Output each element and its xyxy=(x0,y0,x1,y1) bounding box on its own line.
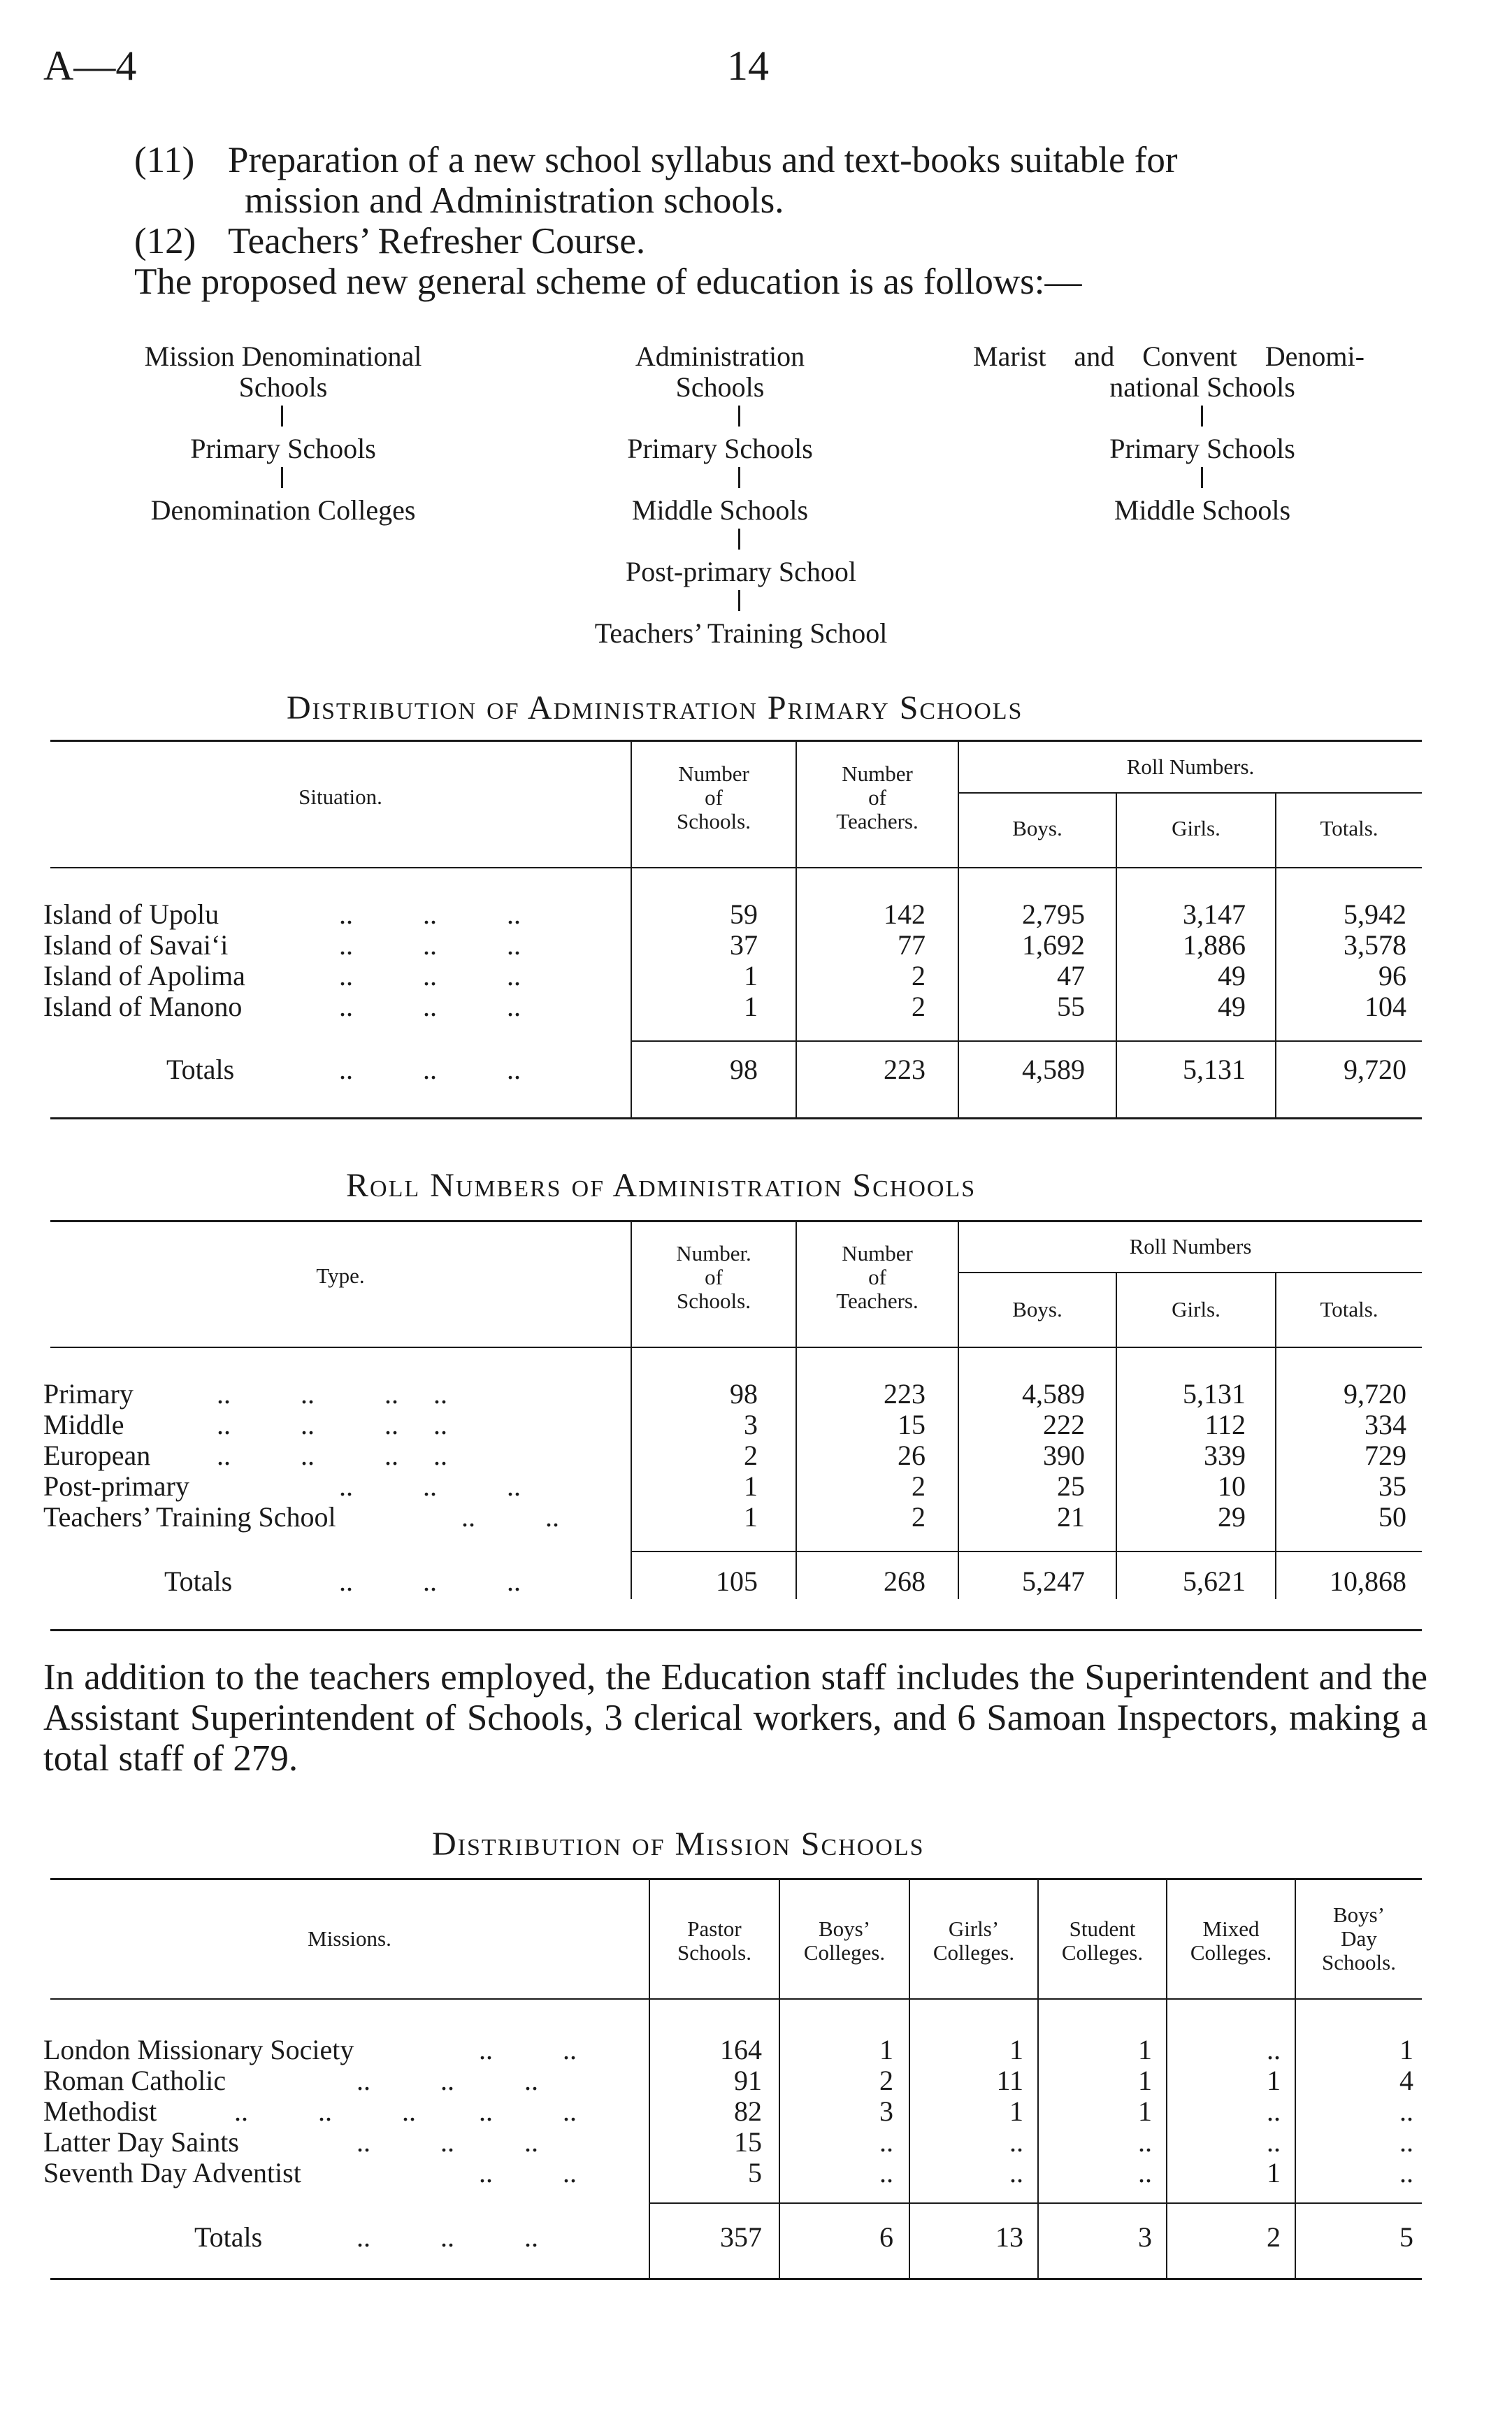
table-label: .. .. .. xyxy=(339,929,521,961)
table-cell: 47 xyxy=(1057,960,1085,991)
table-cell: 3 xyxy=(1138,2221,1152,2253)
table-cell: 15 xyxy=(734,2126,762,2158)
table-rule xyxy=(50,1998,1422,2000)
table1-title: Distribution of Administration Primary Schools xyxy=(287,689,1023,726)
table-label: Totals xyxy=(166,1054,235,1085)
table1-col-schools: Number of Schools. xyxy=(677,761,751,833)
table2-col-type: Type. xyxy=(316,1263,365,1288)
table-cell: 334 xyxy=(1365,1409,1406,1440)
table-cell: 77 xyxy=(898,929,926,961)
table-cell: 2 xyxy=(912,960,926,991)
table-label: .. .. .. xyxy=(339,991,521,1022)
table3-col-girls-colleges: Girls’ Colleges. xyxy=(933,1916,1015,1965)
table-cell: .. xyxy=(1138,2157,1152,2188)
item-11-line1: Preparation of a new school syllabus and text-books suitable for xyxy=(228,140,1178,180)
table-cell: 1 xyxy=(879,2034,893,2065)
table-label: Teachers’ Training School xyxy=(43,1501,336,1533)
table-cell: 98 xyxy=(730,1054,758,1085)
table-cell: 96 xyxy=(1378,960,1406,991)
table-cell: 91 xyxy=(734,2065,762,2096)
table3-col-missions: Missions. xyxy=(308,1926,391,1951)
scheme-mission-colleges: Denomination Colleges xyxy=(150,494,416,526)
table-label: Island of Apolima xyxy=(43,960,245,991)
table-cell: 2 xyxy=(912,1501,926,1533)
table-cell: 4 xyxy=(1399,2065,1413,2096)
table-cell: 1 xyxy=(1138,2034,1152,2065)
table-cell: 55 xyxy=(1057,991,1085,1022)
table-label: .. .. xyxy=(479,2157,577,2188)
table-cell: 5,131 xyxy=(1183,1378,1246,1410)
table-cell: 59 xyxy=(730,898,758,930)
table-cell: 5,131 xyxy=(1183,1054,1246,1085)
table-cell: 3 xyxy=(879,2095,893,2127)
table-cell: 1 xyxy=(1009,2034,1023,2065)
table-cell: 10,868 xyxy=(1330,1565,1406,1597)
table-label: London Missionary Society xyxy=(43,2034,354,2065)
scheme-intro: The proposed new general scheme of education is as follows:— xyxy=(134,261,1082,302)
table-cell: 49 xyxy=(1218,960,1246,991)
table-label: .. xyxy=(433,1409,447,1440)
table-rule xyxy=(631,1040,1422,1042)
table-rule xyxy=(959,1272,1422,1273)
table-cell: 29 xyxy=(1218,1501,1246,1533)
scheme-connector xyxy=(281,467,283,488)
table-cell: .. xyxy=(1399,2157,1413,2188)
table-cell: 390 xyxy=(1043,1440,1085,1471)
table-cell: 1,692 xyxy=(1022,929,1085,961)
table-cell: 1 xyxy=(744,1501,758,1533)
table-label: Middle xyxy=(43,1409,124,1440)
table-cell: 357 xyxy=(720,2221,762,2253)
table-cell: 4,589 xyxy=(1022,1054,1085,1085)
table3-col-boys-day-schools: Boys’ Day Schools. xyxy=(1322,1902,1396,1975)
table-cell: 25 xyxy=(1057,1470,1085,1502)
table-cell: 2 xyxy=(879,2065,893,2096)
table-rule xyxy=(50,740,1422,742)
scheme-marist-title-1: Marist and Convent Denomi- xyxy=(973,341,1365,372)
item-12-number: (12) xyxy=(134,221,196,261)
table-rule xyxy=(50,1347,1422,1348)
table-label: .. .. .. xyxy=(339,898,521,930)
table-label: Methodist xyxy=(43,2095,157,2127)
table-cell: 15 xyxy=(898,1409,926,1440)
table-cell: 49 xyxy=(1218,991,1246,1022)
table-cell: 222 xyxy=(1043,1409,1085,1440)
table2-col-totals: Totals. xyxy=(1320,1297,1378,1321)
table-label: .. .. .. xyxy=(217,1378,398,1410)
table-label: .. .. .. xyxy=(217,1440,398,1471)
table-label: Primary xyxy=(43,1378,134,1410)
table-cell: 142 xyxy=(884,898,926,930)
table-cell: .. xyxy=(1138,2126,1152,2158)
table-cell: 2 xyxy=(912,991,926,1022)
table-rule xyxy=(50,1629,1422,1631)
table-label: Island of Manono xyxy=(43,991,243,1022)
scheme-mission-title-1: Mission Denominational xyxy=(144,341,422,372)
table-cell: 10 xyxy=(1218,1470,1246,1502)
table-cell: .. xyxy=(1267,2126,1281,2158)
table-label: .. .. .. xyxy=(357,2065,538,2096)
table-cell: 112 xyxy=(1204,1409,1246,1440)
table-cell: 1 xyxy=(1399,2034,1413,2065)
table-cell: 1 xyxy=(1138,2095,1152,2127)
table1-col-roll-numbers: Roll Numbers. xyxy=(1126,754,1255,779)
table-cell: 4,589 xyxy=(1022,1378,1085,1410)
table-label: Latter Day Saints xyxy=(43,2126,239,2158)
table-cell: .. xyxy=(879,2126,893,2158)
table-cell: 26 xyxy=(898,1440,926,1471)
item-12-line1: Teachers’ Refresher Course. xyxy=(228,221,646,261)
table-cell: 50 xyxy=(1378,1501,1406,1533)
table1-col-totals: Totals. xyxy=(1320,816,1378,840)
table-cell: 9,720 xyxy=(1344,1378,1406,1410)
scheme-connector xyxy=(738,406,740,427)
table-cell: 6 xyxy=(879,2221,893,2253)
table-cell: 3,578 xyxy=(1344,929,1406,961)
table-label: European xyxy=(43,1440,151,1471)
scheme-connector xyxy=(738,590,740,611)
table-label: .. .. .. xyxy=(357,2221,538,2253)
table-cell: 35 xyxy=(1378,1470,1406,1502)
table2-col-girls: Girls. xyxy=(1172,1297,1221,1321)
table-cell: 21 xyxy=(1057,1501,1085,1533)
table-cell: 98 xyxy=(730,1378,758,1410)
table-label: .. xyxy=(433,1440,447,1471)
table-cell: .. xyxy=(1267,2095,1281,2127)
scheme-admin-postprimary: Post-primary School xyxy=(626,556,856,587)
scheme-connector xyxy=(281,406,283,427)
table-label: .. .. xyxy=(479,2095,577,2127)
table1-col-girls: Girls. xyxy=(1172,816,1221,840)
table-cell: 1 xyxy=(1267,2157,1281,2188)
scheme-marist-title-2: national Schools xyxy=(1109,371,1295,403)
table-cell: 1,886 xyxy=(1183,929,1246,961)
table-cell: 339 xyxy=(1204,1440,1246,1471)
table-label: .. .. xyxy=(461,1501,559,1533)
table-cell: 5 xyxy=(748,2157,762,2188)
table-cell: 1 xyxy=(744,1470,758,1502)
table-label: .. xyxy=(433,1378,447,1410)
table-label: Seventh Day Adventist xyxy=(43,2157,301,2188)
table-cell: 1 xyxy=(1267,2065,1281,2096)
table-cell: .. xyxy=(1267,2034,1281,2065)
table-label: .. .. .. xyxy=(234,2095,416,2127)
table-cell: 5,247 xyxy=(1022,1565,1085,1597)
scheme-connector xyxy=(738,529,740,550)
table-cell: 2 xyxy=(744,1440,758,1471)
table-rule xyxy=(50,2278,1422,2280)
table1-col-teachers: Number of Teachers. xyxy=(836,761,919,833)
table-cell: 82 xyxy=(734,2095,762,2127)
table3-title: Distribution of Mission Schools xyxy=(432,1826,925,1863)
table3-col-mixed-colleges: Mixed Colleges. xyxy=(1190,1916,1272,1965)
table-cell: 223 xyxy=(884,1054,926,1085)
table-cell: 5,621 xyxy=(1183,1565,1246,1597)
table1-col-boys: Boys. xyxy=(1012,816,1063,840)
table-cell: .. xyxy=(1399,2095,1413,2127)
table-cell: 105 xyxy=(716,1565,758,1597)
table-cell: 3 xyxy=(744,1409,758,1440)
table-label: Island of Upolu xyxy=(43,898,219,930)
table-rule xyxy=(959,792,1422,794)
table-cell: 268 xyxy=(884,1565,926,1597)
table-label: Totals xyxy=(194,2221,263,2253)
table-rule xyxy=(50,1117,1422,1119)
scheme-admin-title-2: Schools xyxy=(675,371,765,403)
item-11-number: (11) xyxy=(134,140,195,180)
table-cell: 2 xyxy=(1267,2221,1281,2253)
table3-col-boys-colleges: Boys’ Colleges. xyxy=(803,1916,886,1965)
table-cell: 9,720 xyxy=(1344,1054,1406,1085)
scheme-marist-primary: Primary Schools xyxy=(1109,433,1295,464)
table-label: .. .. .. xyxy=(357,2126,538,2158)
table-rule xyxy=(50,1878,1422,1880)
table3-col-pastor-schools: Pastor Schools. xyxy=(677,1916,751,1965)
table-label: .. .. .. xyxy=(339,1470,521,1502)
table-cell: 2 xyxy=(912,1470,926,1502)
table-label: Island of Savai‘i xyxy=(43,929,229,961)
table-cell: 729 xyxy=(1365,1440,1406,1471)
table-label: .. .. .. xyxy=(217,1409,398,1440)
scheme-connector xyxy=(1201,467,1203,488)
table-cell: 37 xyxy=(730,929,758,961)
table-label: .. .. .. xyxy=(339,1054,521,1085)
document-reference: A—4 xyxy=(43,43,137,89)
table-cell: 11 xyxy=(996,2065,1023,2096)
table-cell: 104 xyxy=(1365,991,1406,1022)
table1-col-situation: Situation. xyxy=(298,784,382,809)
table-rule xyxy=(649,2202,1422,2204)
table2-col-teachers: Number of Teachers. xyxy=(836,1241,919,1313)
table-cell: 3,147 xyxy=(1183,898,1246,930)
scheme-admin-title-1: Administration xyxy=(635,341,805,372)
scheme-marist-middle: Middle Schools xyxy=(1114,494,1291,526)
table-cell: 1 xyxy=(744,960,758,991)
table-cell: 13 xyxy=(995,2221,1023,2253)
table-rule xyxy=(631,1551,1422,1552)
table-label: .. .. .. xyxy=(339,1565,521,1597)
table-cell: .. xyxy=(1009,2126,1023,2158)
scheme-connector xyxy=(738,467,740,488)
table-cell: 223 xyxy=(884,1378,926,1410)
table-label: Post-primary xyxy=(43,1470,189,1502)
table-label: .. .. .. xyxy=(339,960,521,991)
table-rule xyxy=(50,1220,1422,1222)
table-cell: 1 xyxy=(1138,2065,1152,2096)
page-number: 14 xyxy=(727,43,769,89)
scheme-mission-primary: Primary Schools xyxy=(190,433,376,464)
table-label: Totals xyxy=(164,1565,233,1597)
table-cell: 1 xyxy=(744,991,758,1022)
table2-col-schools: Number. of Schools. xyxy=(676,1241,751,1313)
table3-col-student-colleges: Student Colleges. xyxy=(1061,1916,1144,1965)
staff-paragraph: In addition to the teachers employed, the Education staff includes the Superintendent and the Assistant Superintendent of Schools, 3 clerical workers, and 6 Samoan Inspectors, making a total staff of 279. xyxy=(43,1657,1427,1779)
table-cell: 164 xyxy=(720,2034,762,2065)
table-rule xyxy=(50,867,1422,868)
scheme-mission-title-2: Schools xyxy=(238,371,328,403)
item-11-line2: mission and Administration schools. xyxy=(245,180,784,221)
scheme-connector xyxy=(1201,406,1203,427)
table-cell: .. xyxy=(1009,2157,1023,2188)
scheme-admin-middle: Middle Schools xyxy=(631,494,809,526)
table-label: Roman Catholic xyxy=(43,2065,226,2096)
table2-title: Roll Numbers of Administration Schools xyxy=(346,1167,977,1204)
table-cell: .. xyxy=(1399,2126,1413,2158)
scheme-admin-primary: Primary Schools xyxy=(627,433,813,464)
table-cell: 5 xyxy=(1399,2221,1413,2253)
table-cell: 1 xyxy=(1009,2095,1023,2127)
table2-col-boys: Boys. xyxy=(1012,1297,1063,1321)
table-cell: 5,942 xyxy=(1344,898,1406,930)
table-label: .. .. xyxy=(479,2034,577,2065)
scheme-admin-teachers-training: Teachers’ Training School xyxy=(594,617,888,649)
table2-col-roll-numbers: Roll Numbers xyxy=(1129,1234,1252,1259)
table-cell: .. xyxy=(879,2157,893,2188)
table-cell: 2,795 xyxy=(1022,898,1085,930)
